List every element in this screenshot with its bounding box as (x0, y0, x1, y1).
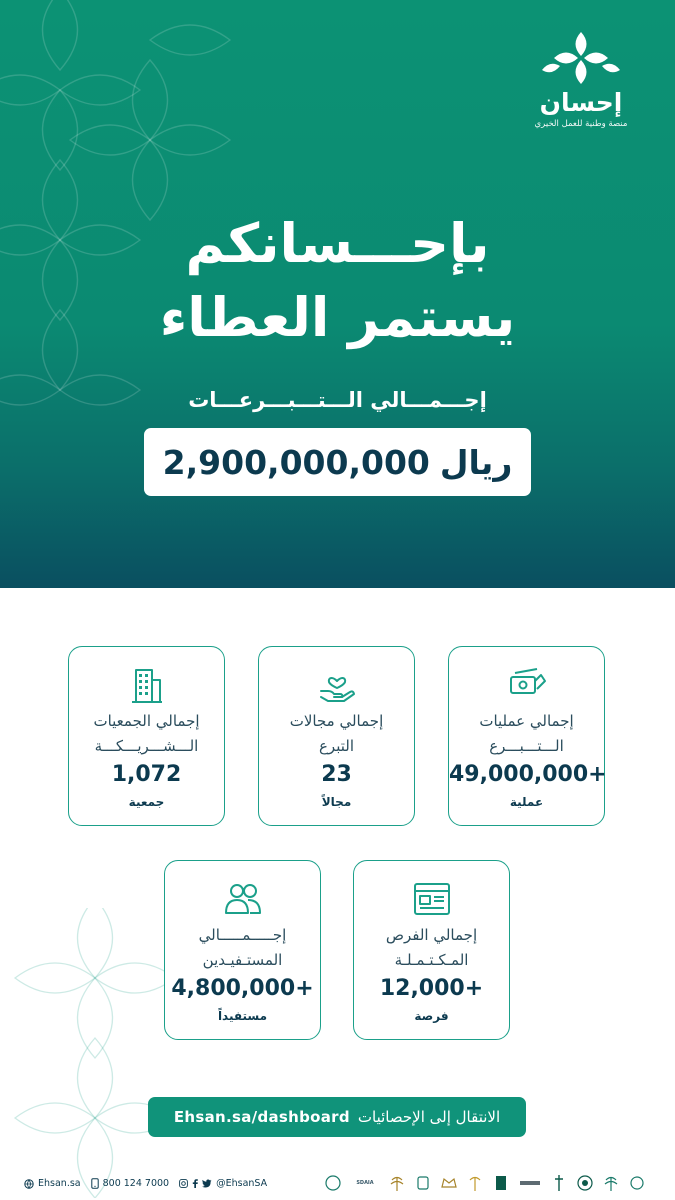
partner-logo (439, 1172, 459, 1194)
total-donations-box (144, 428, 531, 496)
stat-label: الـــشـــريـــكـــة (94, 737, 199, 755)
stat-label: إجمالي الجمعيات (93, 712, 200, 730)
ehsan-logo-icon (536, 30, 626, 86)
stat-value: 12,000+ (379, 976, 484, 1001)
stat-label: إجمالي عمليات (479, 712, 574, 730)
headline-line-1: بإحـــسانكم (185, 212, 490, 275)
dashboard-link-label: الانتقال إلى الإحصائيات (357, 1108, 501, 1126)
stat-card-completed-opportunities (353, 860, 510, 1040)
stat-unit: فرصة (414, 1009, 449, 1023)
stat-unit: جمعية (128, 795, 165, 809)
partner-emblem-icon (576, 1173, 594, 1193)
partner-logos (323, 1172, 647, 1194)
total-donations-amount: 2,900,000,000 (162, 442, 430, 482)
stat-label: إجمالي الفرص (385, 926, 478, 944)
stat-label: المستـفيـدين (202, 951, 283, 969)
partner-emblem-icon (552, 1173, 566, 1193)
stat-unit: مستفيداً (217, 1009, 268, 1023)
stats-section (0, 588, 675, 1200)
partner-name: SDAIA (356, 1180, 374, 1186)
partner-emblem-icon (324, 1173, 342, 1193)
partner-logo (413, 1172, 433, 1194)
partner-logo (323, 1172, 343, 1194)
dashboard-link-button[interactable] (148, 1097, 526, 1137)
social-links[interactable] (179, 1178, 267, 1189)
stat-card-beneficiaries (164, 860, 321, 1040)
partner-emblem-icon (494, 1173, 508, 1193)
brand-tagline: منصة وطنية للعمل الخيري (534, 119, 628, 129)
partner-logo (491, 1172, 511, 1194)
stat-card-partner-associations (68, 646, 225, 826)
stat-label: المـكـتـمـلـة (394, 951, 469, 969)
headline-line-2: يستمر العطاء (159, 286, 516, 349)
stat-card-donation-operations (448, 646, 605, 826)
people-icon (223, 881, 263, 917)
partner-logo (465, 1172, 485, 1194)
total-donations-label: إجـــمـــالي الـــتـــبـــرعـــات (188, 388, 487, 412)
palm-emblem-icon (389, 1173, 405, 1193)
dashboard-url[interactable]: Ehsan.sa/dashboard (173, 1108, 350, 1126)
partner-logo (387, 1172, 407, 1194)
partner-logo (349, 1172, 381, 1194)
browser-window-icon (412, 881, 452, 917)
partner-logo (575, 1172, 595, 1194)
partner-emblem-icon (629, 1173, 645, 1193)
palm-emblem-icon (467, 1173, 483, 1193)
stat-label: إجمالي مجالات (289, 712, 384, 730)
money-hand-icon (507, 667, 547, 703)
stat-label: التبرع (318, 737, 355, 755)
social-handle: @EhsanSA (216, 1178, 268, 1189)
crown-emblem-icon (440, 1173, 458, 1193)
facebook-icon (192, 1179, 198, 1188)
partner-logo (549, 1172, 569, 1194)
stat-label: إجـــــمـــــالي (198, 926, 287, 944)
footer (0, 1170, 675, 1200)
website-text: Ehsan.sa (38, 1178, 81, 1189)
partner-logo (517, 1172, 543, 1194)
partner-logo (627, 1172, 647, 1194)
stat-value: 1,072 (111, 762, 182, 787)
globe-icon (24, 1179, 34, 1189)
stat-label: الـــتـــبـــرع (489, 737, 564, 755)
partner-emblem-icon (518, 1173, 542, 1193)
hero-banner (0, 0, 675, 588)
stat-unit: مجالاً (321, 795, 352, 809)
stat-card-donation-fields (258, 646, 415, 826)
building-icon (130, 666, 164, 704)
stat-value: 4,800,000+ (171, 976, 314, 1001)
total-donations-currency: ريال (439, 442, 513, 482)
heart-hand-icon (318, 667, 356, 703)
phone-text: 800 124 7000 (102, 1178, 170, 1189)
phone-link[interactable] (91, 1178, 169, 1189)
stat-value: 23 (321, 762, 352, 787)
website-link[interactable] (24, 1178, 81, 1189)
brand-logo-block[interactable] (531, 30, 631, 130)
contact-info (24, 1178, 267, 1189)
phone-icon (91, 1178, 99, 1189)
instagram-icon (179, 1179, 188, 1188)
stat-value: 49,000,000+ (449, 762, 607, 787)
palm-emblem-icon (603, 1173, 619, 1193)
stat-unit: عملية (509, 795, 544, 809)
partner-logo (601, 1172, 621, 1194)
partner-emblem-icon (415, 1173, 431, 1193)
brand-name: إحسان (539, 88, 623, 117)
twitter-icon (202, 1179, 212, 1188)
